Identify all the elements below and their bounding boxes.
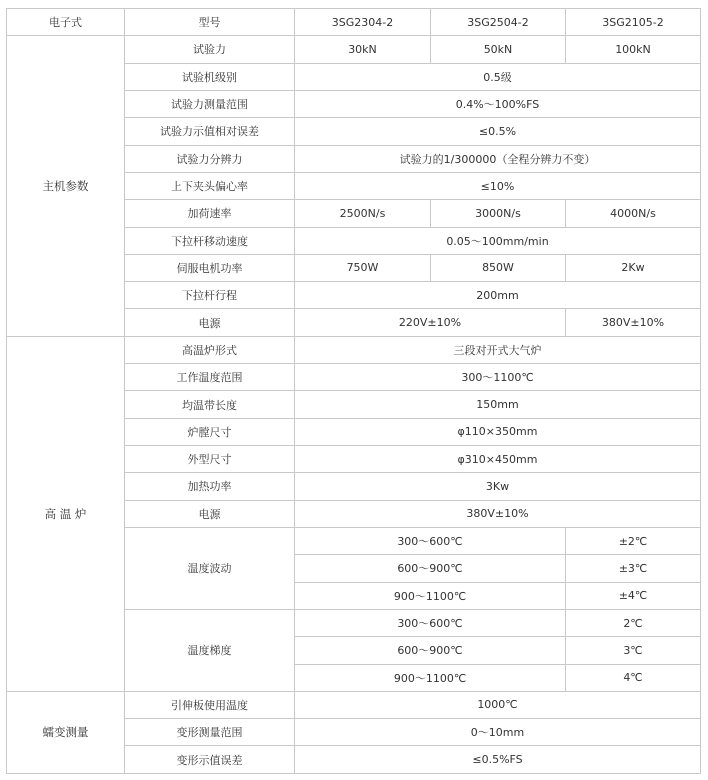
gradient-range-1: 300～600℃: [295, 609, 566, 636]
furnace-type-label: 高温炉形式: [125, 336, 295, 363]
main-params-title: 主机参数: [7, 36, 125, 336]
fluct-range-1: 300～600℃: [295, 527, 566, 554]
rod-speed-label: 下拉杆移动速度: [125, 227, 295, 254]
main-power-label: 电源: [125, 309, 295, 336]
header-row: [7, 9, 701, 36]
loading-rate-value-1: 2500N/s: [295, 200, 431, 227]
main-power-value-b: 380V±10%: [566, 309, 701, 336]
outer-value: φ310×450mm: [295, 446, 701, 473]
eccentricity-value: ≤10%: [295, 172, 701, 199]
fluct-value-2: ±3℃: [566, 555, 701, 582]
header-model-1: 3SG2304-2: [295, 9, 431, 36]
gradient-range-2: 600～900℃: [295, 637, 566, 664]
error-value: ≤0.5%: [295, 118, 701, 145]
servo-power-label: 伺服电机功率: [125, 254, 295, 281]
resolution-label: 试验力分辨力: [125, 145, 295, 172]
gradient-value-3: 4℃: [566, 664, 701, 691]
heat-power-value: 3Kw: [295, 473, 701, 500]
furnace-power-label: 电源: [125, 500, 295, 527]
rod-stroke-value: 200mm: [295, 282, 701, 309]
gradient-range-3: 900～1100℃: [295, 664, 566, 691]
grade-value: 0.5级: [295, 63, 701, 90]
table-row: [7, 691, 701, 718]
header-model-3: 3SG2105-2: [566, 9, 701, 36]
main-power-value-a: 220V±10%: [295, 309, 566, 336]
error-label: 试验力示值相对误差: [125, 118, 295, 145]
fluct-range-2: 600～900℃: [295, 555, 566, 582]
range-label: 试验力测量范围: [125, 90, 295, 117]
range-value: 0.4%～100%FS: [295, 90, 701, 117]
fluct-value-1: ±2℃: [566, 527, 701, 554]
fluct-label: 温度波动: [125, 527, 295, 609]
furnace-title: 高 温 炉: [7, 336, 125, 691]
table-row: [7, 336, 701, 363]
loading-rate-value-2: 3000N/s: [431, 200, 566, 227]
deform-error-label: 变形示值误差: [125, 746, 295, 774]
gradient-value-1: 2℃: [566, 609, 701, 636]
uniform-label: 均温带长度: [125, 391, 295, 418]
spec-table: [6, 8, 701, 774]
header-model-2: 3SG2504-2: [431, 9, 566, 36]
servo-power-value-1: 750W: [295, 254, 431, 281]
deform-error-value: ≤0.5%FS: [295, 746, 701, 774]
force-value-3: 100kN: [566, 36, 701, 63]
chamber-label: 炉膛尺寸: [125, 418, 295, 445]
temp-range-label: 工作温度范围: [125, 364, 295, 391]
rod-stroke-label: 下拉杆行程: [125, 282, 295, 309]
gradient-label: 温度梯度: [125, 609, 295, 691]
grade-label: 试验机级别: [125, 63, 295, 90]
fluct-range-3: 900～1100℃: [295, 582, 566, 609]
rod-speed-value: 0.05～100mm/min: [295, 227, 701, 254]
deform-range-value: 0～10mm: [295, 719, 701, 746]
chamber-value: φ110×350mm: [295, 418, 701, 445]
deform-range-label: 变形测量范围: [125, 719, 295, 746]
loading-rate-value-3: 4000N/s: [566, 200, 701, 227]
outer-label: 外型尺寸: [125, 446, 295, 473]
creep-title: 蠕变测量: [7, 691, 125, 773]
uniform-value: 150mm: [295, 391, 701, 418]
plate-temp-value: 1000℃: [295, 691, 701, 718]
header-type-cell: 电子式: [7, 9, 125, 36]
header-model-label: 型号: [125, 9, 295, 36]
furnace-type-value: 三段对开式大气炉: [295, 336, 701, 363]
force-label: 试验力: [125, 36, 295, 63]
gradient-value-2: 3℃: [566, 637, 701, 664]
furnace-power-value: 380V±10%: [295, 500, 701, 527]
force-value-2: 50kN: [431, 36, 566, 63]
temp-range-value: 300～1100℃: [295, 364, 701, 391]
servo-power-value-2: 850W: [431, 254, 566, 281]
force-value-1: 30kN: [295, 36, 431, 63]
eccentricity-label: 上下夹头偏心率: [125, 172, 295, 199]
plate-temp-label: 引伸板使用温度: [125, 691, 295, 718]
resolution-value: 试验力的1/300000（全程分辨力不变）: [295, 145, 701, 172]
heat-power-label: 加热功率: [125, 473, 295, 500]
table-row: [7, 36, 701, 63]
loading-rate-label: 加荷速率: [125, 200, 295, 227]
fluct-value-3: ±4℃: [566, 582, 701, 609]
servo-power-value-3: 2Kw: [566, 254, 701, 281]
